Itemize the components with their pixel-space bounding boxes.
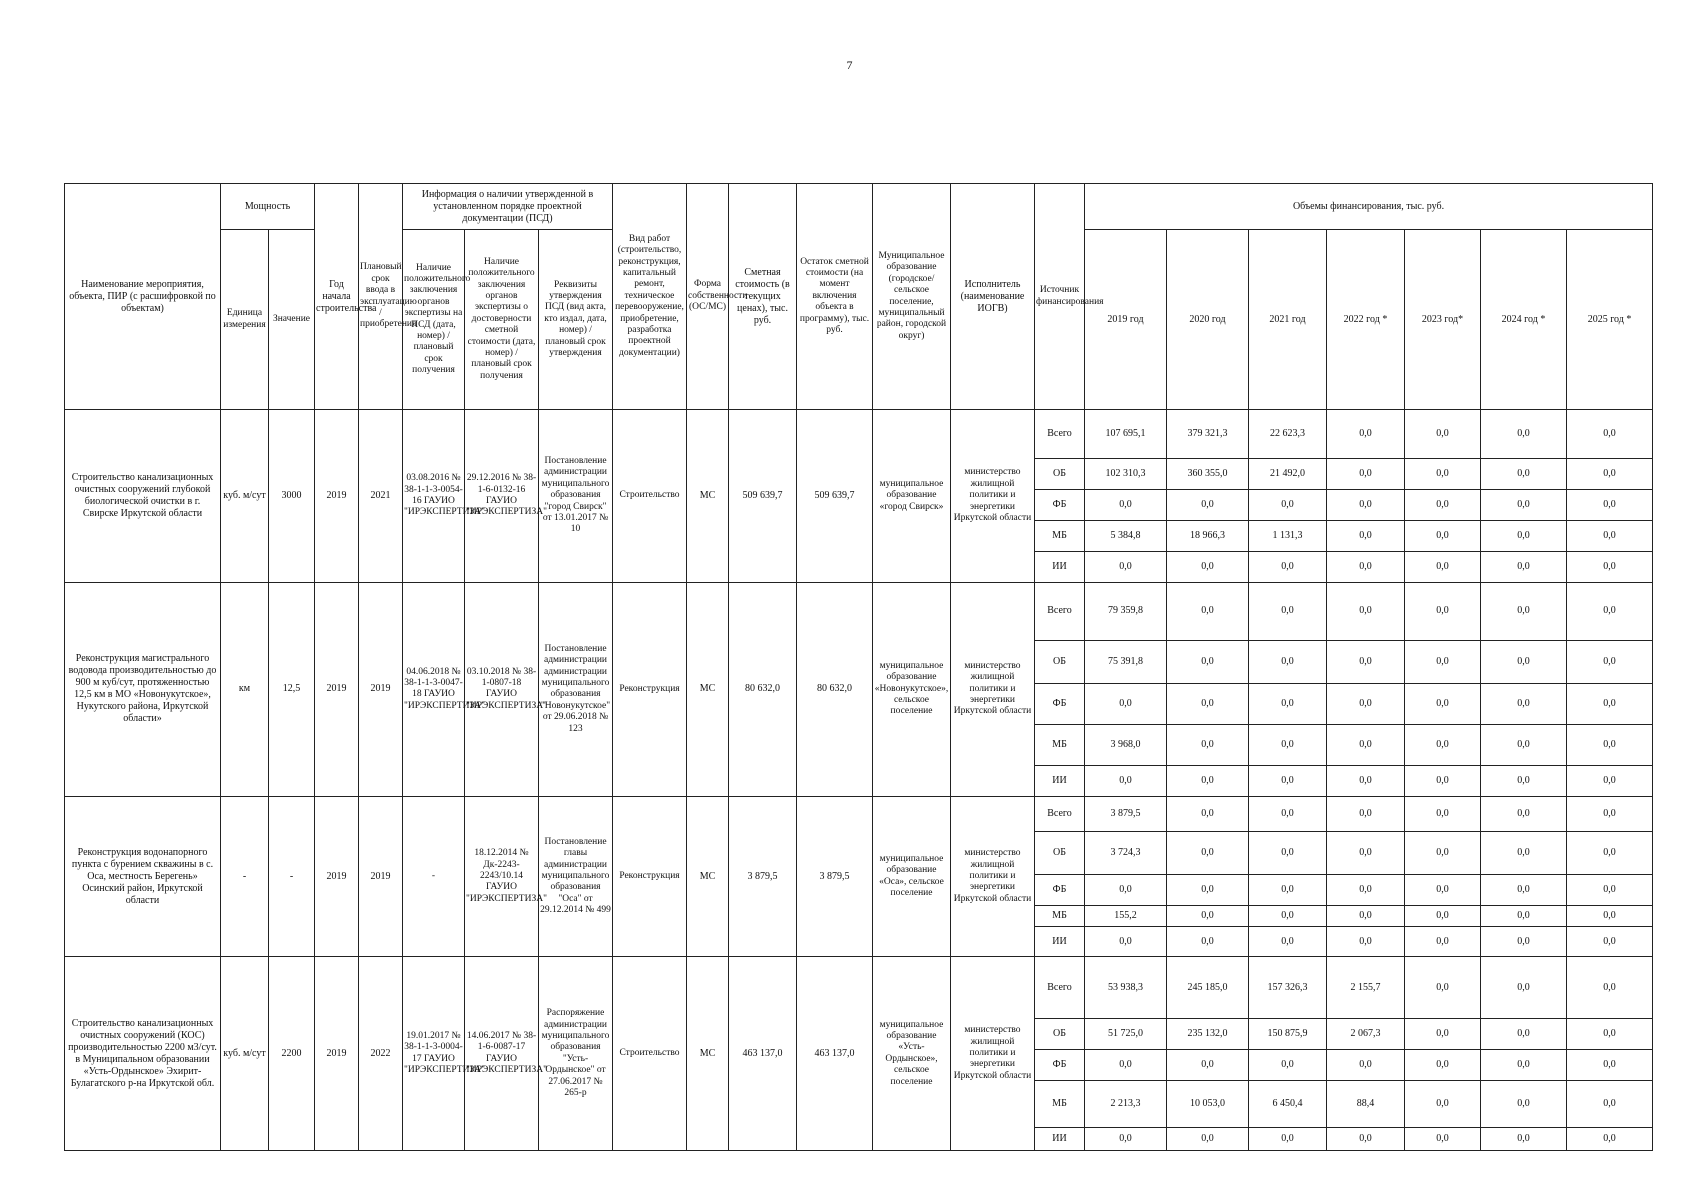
funding-amount: 0,0: [1481, 582, 1567, 640]
header-psd-info: Информация о наличии утвержденной в установленном порядке проектной документации (ПСД): [403, 184, 613, 230]
funding-amount: 0,0: [1167, 796, 1249, 831]
funding-amount: 0,0: [1167, 1128, 1249, 1151]
funding-amount: 0,0: [1249, 766, 1327, 797]
funding-amount: 0,0: [1249, 831, 1327, 874]
funding-amount: 0,0: [1327, 766, 1405, 797]
funding-amount: 0,0: [1327, 724, 1405, 765]
funding-amount: 53 938,3: [1085, 957, 1167, 1019]
funding-amount: 0,0: [1405, 724, 1481, 765]
approval-details: Постановление администрации администрации муниципального образования "Новонукутское" от 29.06.2018 № 123: [539, 582, 613, 796]
header-year: 2019 год: [1085, 230, 1167, 410]
funding-source: МБ: [1035, 724, 1085, 765]
funding-amount: 1 131,3: [1249, 521, 1327, 552]
funding-amount: 0,0: [1167, 640, 1249, 683]
header-year: 2023 год*: [1405, 230, 1481, 410]
funding-amount: 0,0: [1327, 640, 1405, 683]
funding-amount: 0,0: [1327, 521, 1405, 552]
header-year: 2024 год *: [1481, 230, 1567, 410]
funding-amount: 0,0: [1405, 1050, 1481, 1081]
funding-amount: 0,0: [1249, 926, 1327, 957]
funding-amount: 0,0: [1249, 1128, 1327, 1151]
funding-amount: 0,0: [1481, 766, 1567, 797]
funding-amount: 0,0: [1405, 1128, 1481, 1151]
funding-amount: 0,0: [1167, 1050, 1249, 1081]
funding-amount: 0,0: [1567, 1128, 1653, 1151]
remaining-cost: 80 632,0: [797, 582, 873, 796]
funding-amount: 3 879,5: [1085, 796, 1167, 831]
funding-source: Всего: [1035, 957, 1085, 1019]
start-year: 2019: [315, 410, 359, 583]
work-type: Строительство: [613, 957, 687, 1151]
commission-year: 2019: [359, 796, 403, 957]
funding-amount: 0,0: [1481, 683, 1567, 724]
funding-amount: 0,0: [1327, 410, 1405, 459]
funding-amount: 0,0: [1481, 957, 1567, 1019]
funding-amount: 0,0: [1327, 683, 1405, 724]
header-approval: Реквизиты утверждения ПСД (вид акта, кто издал, дата, номер) / плановый срок утверждения: [539, 230, 613, 410]
funding-amount: 0,0: [1481, 926, 1567, 957]
funding-amount: 18 966,3: [1167, 521, 1249, 552]
funding-amount: 0,0: [1567, 683, 1653, 724]
funding-amount: 0,0: [1327, 1050, 1405, 1081]
approval-details: Постановление администрации муниципального образования "город Свирск" от 13.01.2017 № 10: [539, 410, 613, 583]
funding-amount: 3 968,0: [1085, 724, 1167, 765]
funding-amount: 0,0: [1327, 875, 1405, 906]
funding-amount: 0,0: [1405, 766, 1481, 797]
funding-amount: 0,0: [1405, 926, 1481, 957]
funding-amount: 0,0: [1167, 831, 1249, 874]
psd-expertise: 03.08.2016 № 38-1-1-3-0054-16 ГАУИО "ИРЭКСПЕРТИЗА": [403, 410, 465, 583]
funding-amount: 0,0: [1405, 552, 1481, 583]
funding-source: Всего: [1035, 582, 1085, 640]
funding-amount: 0,0: [1567, 724, 1653, 765]
funding-amount: 0,0: [1249, 796, 1327, 831]
funding-source: ФБ: [1035, 1050, 1085, 1081]
funding-amount: 0,0: [1405, 831, 1481, 874]
funding-amount: 0,0: [1481, 490, 1567, 521]
municipality: муниципальное образование «Новонукутское», сельское поселение: [873, 582, 951, 796]
funding-amount: 21 492,0: [1249, 459, 1327, 490]
funding-amount: 0,0: [1481, 1050, 1567, 1081]
header-municipality: Муниципальное образование (городское/сельское поселение, муниципальный район, городской округ): [873, 184, 951, 410]
table-row: [65, 410, 1653, 459]
header-cost: Сметная стоимость (в текущих ценах), тыс. руб.: [729, 184, 797, 410]
funding-amount: 0,0: [1167, 683, 1249, 724]
funding-amount: 0,0: [1567, 766, 1653, 797]
project-name: Строительство канализационных очистных сооружений глубокой биологической очистки в г. Свирске Иркутской области: [65, 410, 221, 583]
executor: министерство жилищной политики и энергетики Иркутской области: [951, 796, 1035, 957]
funding-amount: 0,0: [1567, 521, 1653, 552]
funding-amount: 0,0: [1567, 640, 1653, 683]
funding-amount: 0,0: [1481, 1080, 1567, 1127]
header-source: Источник финансирования: [1035, 184, 1085, 410]
funding-amount: 0,0: [1327, 552, 1405, 583]
capacity-unit: км: [221, 582, 269, 796]
funding-amount: 235 132,0: [1167, 1019, 1249, 1050]
header-name: Наименование мероприятия, объекта, ПИР (с расшифровкой по объектам): [65, 184, 221, 410]
funding-amount: 0,0: [1481, 1128, 1567, 1151]
remaining-cost: 509 639,7: [797, 410, 873, 583]
commission-year: 2022: [359, 957, 403, 1151]
project-name: Реконструкция водонапорного пункта с бурением скважины в с. Оса, местность Берегень» Осинский район, Иркутской области: [65, 796, 221, 957]
funding-amount: 0,0: [1085, 875, 1167, 906]
funding-source: МБ: [1035, 906, 1085, 927]
funding-amount: 0,0: [1481, 724, 1567, 765]
table-body: [65, 410, 1653, 1151]
funding-amount: 0,0: [1405, 521, 1481, 552]
funding-amount: 0,0: [1085, 926, 1167, 957]
estimated-cost: 80 632,0: [729, 582, 797, 796]
executor: министерство жилищной политики и энергетики Иркутской области: [951, 957, 1035, 1151]
header-value: Значение: [269, 230, 315, 410]
start-year: 2019: [315, 796, 359, 957]
remaining-cost: 3 879,5: [797, 796, 873, 957]
approval-details: Постановление главы администрации муниципального образования "Оса" от 29.12.2014 № 499: [539, 796, 613, 957]
header-year: 2021 год: [1249, 230, 1327, 410]
page-number: 7: [846, 58, 853, 72]
funding-amount: 0,0: [1249, 552, 1327, 583]
header-cost-expertise: Наличие положительного заключения органов экспертизы о достоверности сметной стоимости (дата, номер) / плановый срок получения: [465, 230, 539, 410]
funding-amount: 0,0: [1405, 640, 1481, 683]
municipality: муниципальное образование «Усть-Ордынское», сельское поселение: [873, 957, 951, 1151]
funding-amount: 0,0: [1167, 766, 1249, 797]
funding-amount: 22 623,3: [1249, 410, 1327, 459]
funding-amount: 0,0: [1327, 1128, 1405, 1151]
funding-amount: 107 695,1: [1085, 410, 1167, 459]
funding-amount: 0,0: [1167, 582, 1249, 640]
funding-amount: 0,0: [1327, 490, 1405, 521]
cost-expertise: 03.10.2018 № 38-1-0807-18 ГАУИО "ИРЭКСПЕРТИЗА": [465, 582, 539, 796]
funding-amount: 6 450,4: [1249, 1080, 1327, 1127]
funding-amount: 155,2: [1085, 906, 1167, 927]
funding-amount: 0,0: [1481, 410, 1567, 459]
funding-amount: 0,0: [1405, 683, 1481, 724]
funding-amount: 0,0: [1167, 926, 1249, 957]
work-type: Реконструкция: [613, 582, 687, 796]
municipality: муниципальное образование «Оса», сельское поселение: [873, 796, 951, 957]
funding-amount: 0,0: [1249, 724, 1327, 765]
funding-source: ОБ: [1035, 459, 1085, 490]
funding-amount: 0,0: [1405, 875, 1481, 906]
funding-amount: 0,0: [1405, 459, 1481, 490]
funding-amount: 0,0: [1327, 582, 1405, 640]
funding-amount: 0,0: [1085, 490, 1167, 521]
ownership-form: МС: [687, 796, 729, 957]
funding-amount: 0,0: [1405, 490, 1481, 521]
funding-amount: 0,0: [1249, 683, 1327, 724]
funding-amount: 150 875,9: [1249, 1019, 1327, 1050]
capacity-value: 2200: [269, 957, 315, 1151]
funding-amount: 0,0: [1167, 552, 1249, 583]
funding-source: ФБ: [1035, 490, 1085, 521]
funding-amount: 0,0: [1405, 906, 1481, 927]
funding-amount: 0,0: [1327, 906, 1405, 927]
commission-year: 2019: [359, 582, 403, 796]
funding-source: ФБ: [1035, 875, 1085, 906]
funding-source: ИИ: [1035, 552, 1085, 583]
funding-amount: 2 067,3: [1327, 1019, 1405, 1050]
funding-amount: 0,0: [1481, 831, 1567, 874]
funding-amount: 0,0: [1405, 1080, 1481, 1127]
header-ownership: Форма собственности (ОС/МС): [687, 184, 729, 410]
capacity-value: 12,5: [269, 582, 315, 796]
funding-amount: 0,0: [1567, 1019, 1653, 1050]
capacity-unit: куб. м/сут: [221, 410, 269, 583]
funding-source: ИИ: [1035, 1128, 1085, 1151]
funding-source: Всего: [1035, 796, 1085, 831]
cost-expertise: 14.06.2017 № 38-1-6-0087-17 ГАУИО "ИРЭКСПЕРТИЗА": [465, 957, 539, 1151]
funding-amount: 0,0: [1567, 875, 1653, 906]
psd-expertise: -: [403, 796, 465, 957]
funding-amount: 0,0: [1085, 552, 1167, 583]
work-type: Строительство: [613, 410, 687, 583]
funding-amount: 0,0: [1405, 1019, 1481, 1050]
funding-amount: 0,0: [1481, 521, 1567, 552]
estimated-cost: 3 879,5: [729, 796, 797, 957]
funding-amount: 0,0: [1481, 459, 1567, 490]
funding-amount: 0,0: [1249, 640, 1327, 683]
capacity-value: -: [269, 796, 315, 957]
header-work-type: Вид работ (строительство, реконструкция, капитальный ремонт, техническое перевооружение, приобретение, разработка проектной документации): [613, 184, 687, 410]
funding-amount: 0,0: [1327, 926, 1405, 957]
header-commission: Плановый срок ввода в эксплуатацию / приобретения: [359, 184, 403, 410]
commission-year: 2021: [359, 410, 403, 583]
funding-amount: 245 185,0: [1167, 957, 1249, 1019]
funding-source: ОБ: [1035, 831, 1085, 874]
funding-amount: 0,0: [1481, 552, 1567, 583]
psd-expertise: 19.01.2017 № 38-1-1-3-0004-17 ГАУИО "ИРЭКСПЕРТИЗА": [403, 957, 465, 1151]
funding-amount: 0,0: [1405, 410, 1481, 459]
ownership-form: МС: [687, 957, 729, 1151]
capacity-unit: -: [221, 796, 269, 957]
funding-amount: 157 326,3: [1249, 957, 1327, 1019]
funding-amount: 0,0: [1567, 1050, 1653, 1081]
funding-amount: 3 724,3: [1085, 831, 1167, 874]
funding-amount: 0,0: [1249, 906, 1327, 927]
funding-amount: 0,0: [1249, 875, 1327, 906]
funding-amount: 0,0: [1567, 906, 1653, 927]
funding-amount: 0,0: [1405, 796, 1481, 831]
table-row: [65, 582, 1653, 640]
funding-source: ФБ: [1035, 683, 1085, 724]
estimated-cost: 509 639,7: [729, 410, 797, 583]
funding-amount: 0,0: [1567, 957, 1653, 1019]
funding-amount: 0,0: [1567, 926, 1653, 957]
funding-amount: 0,0: [1167, 490, 1249, 521]
header-executor: Исполнитель (наименование ИОГВ): [951, 184, 1035, 410]
funding-amount: 0,0: [1167, 875, 1249, 906]
approval-details: Распоряжение администрации муниципального образования "Усть-Ордынское" от 27.06.2017 № 265-р: [539, 957, 613, 1151]
cost-expertise: 18.12.2014 № Дк-2243-2243/10.14 ГАУИО "ИРЭКСПЕРТИЗА": [465, 796, 539, 957]
header-year: 2022 год *: [1327, 230, 1405, 410]
funding-amount: 360 355,0: [1167, 459, 1249, 490]
funding-table: [64, 183, 1653, 1151]
funding-amount: 79 359,8: [1085, 582, 1167, 640]
start-year: 2019: [315, 582, 359, 796]
header-start-year: Год начала строительства: [315, 184, 359, 410]
funding-amount: 0,0: [1249, 490, 1327, 521]
start-year: 2019: [315, 957, 359, 1151]
cost-expertise: 29.12.2016 № 38-1-6-0132-16 ГАУИО "ИРЭКСПЕРТИЗА": [465, 410, 539, 583]
funding-amount: 2 155,7: [1327, 957, 1405, 1019]
funding-amount: 379 321,3: [1167, 410, 1249, 459]
header-remaining: Остаток сметной стоимости (на момент включения объекта в программу), тыс. руб.: [797, 184, 873, 410]
funding-amount: 0,0: [1567, 459, 1653, 490]
psd-expertise: 04.06.2018 № 38-1-1-3-0047-18 ГАУИО "ИРЭКСПЕРТИЗА": [403, 582, 465, 796]
capacity-unit: куб. м/сут: [221, 957, 269, 1151]
ownership-form: МС: [687, 410, 729, 583]
funding-amount: 0,0: [1567, 582, 1653, 640]
header-funding: Объемы финансирования, тыс. руб.: [1085, 184, 1653, 230]
funding-amount: 0,0: [1085, 1050, 1167, 1081]
municipality: муниципальное образование «город Свирск»: [873, 410, 951, 583]
funding-source: ИИ: [1035, 766, 1085, 797]
executor: министерство жилищной политики и энергетики Иркутской области: [951, 410, 1035, 583]
funding-amount: 0,0: [1567, 552, 1653, 583]
funding-amount: 88,4: [1327, 1080, 1405, 1127]
funding-amount: 102 310,3: [1085, 459, 1167, 490]
project-name: Реконструкция магистрального водовода производительностью до 900 м куб/сут, протяженностью 12,5 км в МО «Новонукутское», Нукутского района, Иркутской области»: [65, 582, 221, 796]
funding-amount: 0,0: [1481, 796, 1567, 831]
funding-amount: 2 213,3: [1085, 1080, 1167, 1127]
header-year: 2020 год: [1167, 230, 1249, 410]
funding-amount: 0,0: [1567, 1080, 1653, 1127]
project-name: Строительство канализационных очистных сооружений (КОС) производительностью 2200 м3/сут. в Муниципальном образовании «Усть-Ордынское» Эхирит-Булагатского р-на Иркутской обл.: [65, 957, 221, 1151]
work-type: Реконструкция: [613, 796, 687, 957]
header-unit: Единица измерения: [221, 230, 269, 410]
funding-amount: 5 384,8: [1085, 521, 1167, 552]
funding-source: ОБ: [1035, 1019, 1085, 1050]
funding-amount: 0,0: [1327, 796, 1405, 831]
funding-source: ИИ: [1035, 926, 1085, 957]
funding-amount: 0,0: [1567, 831, 1653, 874]
funding-amount: 0,0: [1481, 1019, 1567, 1050]
header-psd-expertise: Наличие положительного заключения органов экспертизы на ПСД (дата, номер) / плановый срок получения: [403, 230, 465, 410]
funding-amount: 0,0: [1327, 459, 1405, 490]
funding-amount: 0,0: [1567, 490, 1653, 521]
table-row: [65, 796, 1653, 831]
funding-source: МБ: [1035, 1080, 1085, 1127]
funding-amount: 0,0: [1167, 906, 1249, 927]
remaining-cost: 463 137,0: [797, 957, 873, 1151]
funding-amount: 0,0: [1249, 582, 1327, 640]
funding-source: ОБ: [1035, 640, 1085, 683]
funding-amount: 0,0: [1405, 582, 1481, 640]
funding-amount: 0,0: [1327, 831, 1405, 874]
header-year: 2025 год *: [1567, 230, 1653, 410]
funding-amount: 0,0: [1085, 1128, 1167, 1151]
header-capacity: Мощность: [221, 184, 315, 230]
funding-amount: 0,0: [1167, 724, 1249, 765]
funding-source: Всего: [1035, 410, 1085, 459]
funding-amount: 0,0: [1567, 410, 1653, 459]
ownership-form: МС: [687, 582, 729, 796]
funding-amount: 51 725,0: [1085, 1019, 1167, 1050]
funding-amount: 0,0: [1481, 640, 1567, 683]
funding-amount: 75 391,8: [1085, 640, 1167, 683]
funding-amount: 0,0: [1481, 875, 1567, 906]
funding-amount: 0,0: [1085, 683, 1167, 724]
capacity-value: 3000: [269, 410, 315, 583]
funding-amount: 0,0: [1085, 766, 1167, 797]
estimated-cost: 463 137,0: [729, 957, 797, 1151]
funding-amount: 0,0: [1567, 796, 1653, 831]
funding-source: МБ: [1035, 521, 1085, 552]
funding-amount: 0,0: [1405, 957, 1481, 1019]
funding-amount: 0,0: [1481, 906, 1567, 927]
funding-amount: 10 053,0: [1167, 1080, 1249, 1127]
table-row: [65, 957, 1653, 1019]
funding-amount: 0,0: [1249, 1050, 1327, 1081]
executor: министерство жилищной политики и энергетики Иркутской области: [951, 582, 1035, 796]
